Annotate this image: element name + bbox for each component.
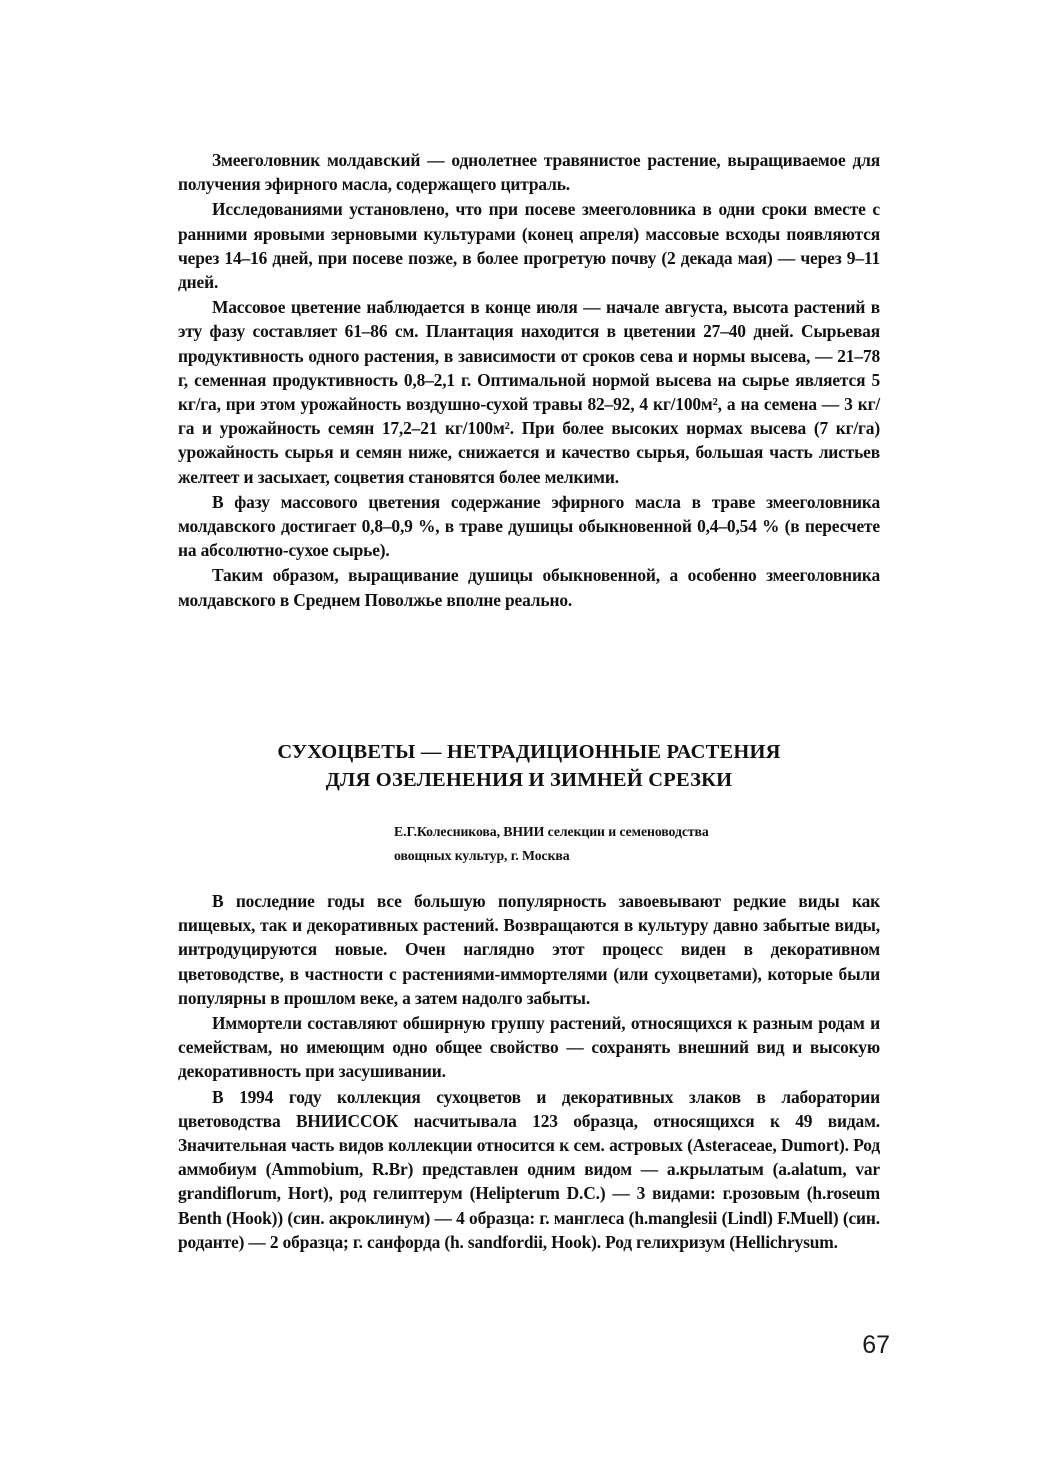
paragraph: Исследованиями установлено, что при посеве змееголовника в одни сроки вместе с ранними яровыми зерновыми культурами (конец апреля) массовые всходы появляются через 14–16 дней, при посеве позже, в более прогретую почву (2 декада мая) — через 9–11 дней. <box>178 199 880 293</box>
paragraph: Змееголовник молдавский — однолетнее травянистое растение, выращиваемое для получения эфирного масла, содержащего цитраль. <box>178 150 880 195</box>
paragraph: Таким образом, выращивание душицы обыкновенной, а особенно змееголовника молдавского в Среднем Поволжье вполне реально. <box>178 565 880 610</box>
paragraph: В последние годы все большую популярность завоевывают редкие виды как пищевых, так и декоративных растений. Возвращаются в культуру давно забытые виды, интродуцируются новые. Очен наглядно этот процесс виден в декоративном цветоводстве, в частности с растениями-иммортелями (или сухоцветами), которые были популярны в прошлом веке, а затем надолго забыты. <box>178 891 880 1008</box>
paragraph: В фазу массового цветения содержание эфирного масла в траве змееголовника молдавского достигает 0,8–0,9 %, в траве душицы обыкновенной 0,4–0,54 % (в пересчете на абсолютно-сухое сырье). <box>178 491 880 561</box>
author-line: овощных культур, г. Москва <box>394 848 570 863</box>
author-affiliation <box>394 820 884 868</box>
article-title-line: ДЛЯ ОЗЕЛЕНЕНИЯ И ЗИМНЕЙ СРЕЗКИ <box>325 769 733 791</box>
paragraph: Иммортели составляют обширную группу растений, относящихся к разным родам и семействам, но имеющим одно общее свойство — сохранять внешний вид и высокую декоративность при засушивании. <box>178 1013 880 1082</box>
paragraph: Массовое цветение наблюдается в конце июля — начале августа, высота растений в эту фазу составляет 61–86 см. Плантация находится в цветении 27–40 дней. Сырьевая продуктивность одного растения, в зависимости от сроков сева и нормы высева, — 21–78 г, семенная продуктивность 0,8–2,1 г. Оптимальной нормой высева на сырье является 5 кг/га, при этом урожайность воздушно-сухой травы 82–92, 4 кг/100м², а на семена — 3 кг/га и урожайность семян 17,2–21 кг/100м². При более высоких нормах высева (7 кг/га) урожайность сырья и семян ниже, снижается и качество сырья, большая часть листьев желтеет и засыхает, соцветия становятся более мелкими. <box>178 297 880 487</box>
page-number: 67 <box>862 1331 890 1359</box>
article-title-line: СУХОЦВЕТЫ — НЕТРАДИЦИОННЫЕ РАСТЕНИЯ <box>277 741 781 763</box>
section-continuation <box>178 148 880 612</box>
article-body <box>178 889 880 1254</box>
author-line: Е.Г.Колесникова, ВНИИ селекции и семеноводства <box>394 824 709 839</box>
article-title <box>178 738 880 794</box>
paragraph: В 1994 году коллекция сухоцветов и декоративных злаков в лаборатории цветоводства ВНИИССОК насчитывала 123 образца, относящихся к 49 видам. Значительная часть видов коллекции относится к сем. астровых (Asteraceae, Dumort). Род аммобиум (Ammobium, R.Br) представлен одним видом — а.крылатым (a.alatum, var grandiflorum, Hort), род гелиптерум (Helipterum D.C.) — 3 видами: г.розовым (h.roseum Benth (Hook)) (син. акроклинум) — 4 образца: г. манглеса (h.manglesii (Lindl) F.Muell) (син. роданте) — 2 образца; г. санфорда (h. sandfordii, Hook). Род гелихризум (Hellichrysum. <box>178 1086 880 1252</box>
